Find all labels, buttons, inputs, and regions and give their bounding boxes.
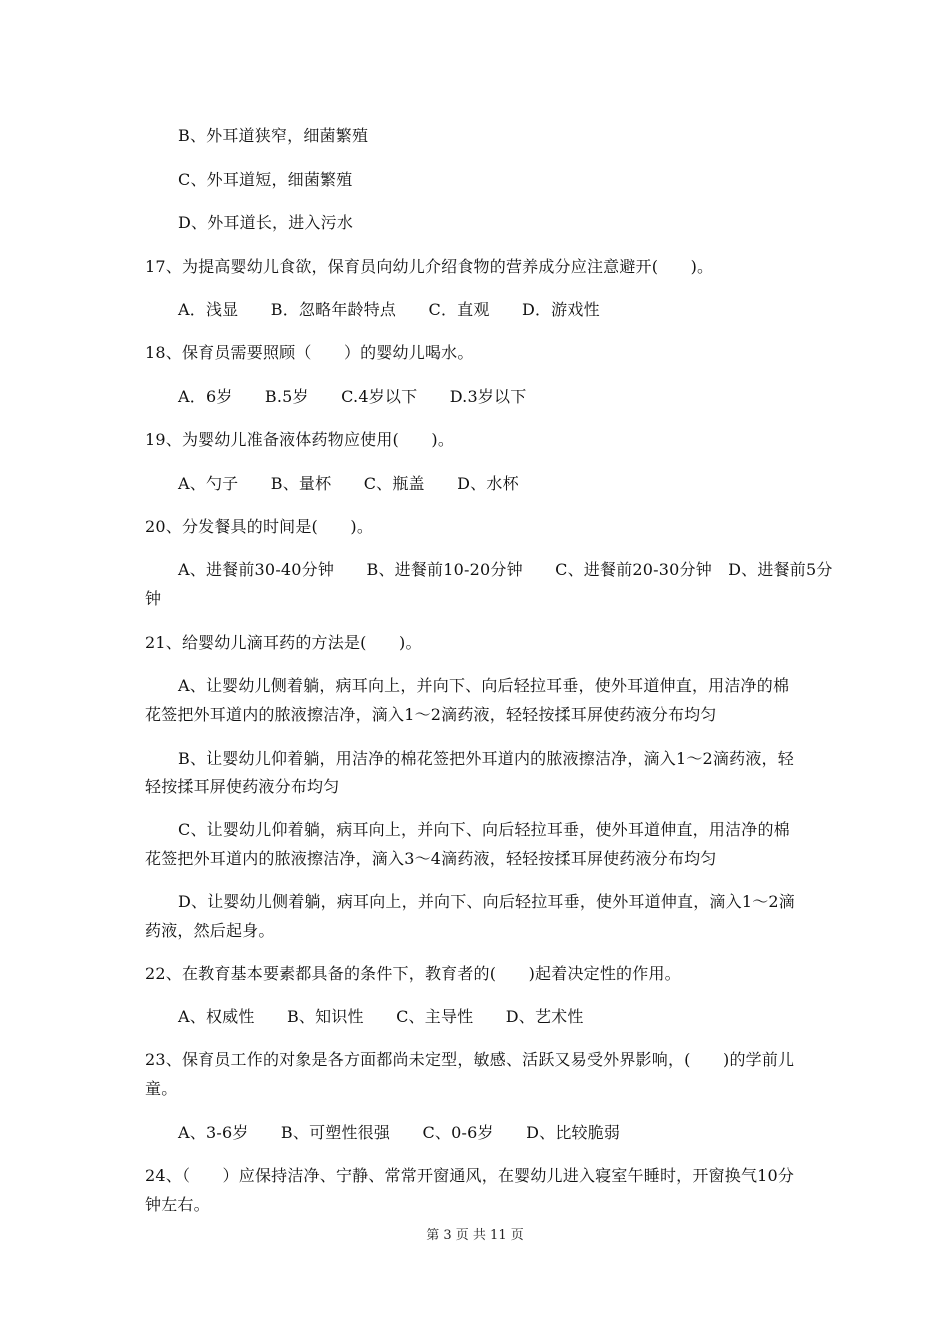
question-23-continued: 童。 [145, 1079, 178, 1098]
option-21b-continued: 轻按揉耳屏使药液分布均匀 [145, 777, 340, 796]
option-16d: D、外耳道长，进入污水 [178, 213, 354, 232]
option-21c-continued: 花签把外耳道内的脓液擦洁净，滴入3～4滴药液，轻轻按揉耳屏使药液分布均匀 [145, 849, 717, 868]
option-16b: B、外耳道狭窄，细菌繁殖 [178, 126, 369, 145]
question-19: 19、为婴幼儿准备液体药物应使用( )。 [145, 430, 455, 449]
question-24: 24、（ ）应保持洁净、宁静、常常开窗通风，在婴幼儿进入寝室午睡时，开窗换气10分 [145, 1166, 795, 1185]
options-22: A、权威性 B、知识性 C、主导性 D、艺术性 [178, 1007, 584, 1026]
question-22: 22、在教育基本要素都具备的条件下，教育者的( )起着决定性的作用。 [145, 964, 681, 983]
options-20: A、进餐前30-40分钟 B、进餐前10-20分钟 C、进餐前20-30分钟 D、进餐前5分 [178, 560, 833, 579]
option-21a: A、让婴幼儿侧着躺，病耳向上，并向下、向后轻拉耳垂，使外耳道伸直，用洁净的棉 [178, 676, 790, 695]
option-21a-continued: 花签把外耳道内的脓液擦洁净，滴入1～2滴药液，轻轻按揉耳屏使药液分布均匀 [145, 705, 717, 724]
option-21d-continued: 药液，然后起身。 [145, 921, 275, 940]
question-21: 21、给婴幼儿滴耳药的方法是( )。 [145, 633, 422, 652]
option-21c: C、让婴幼儿仰着躺，病耳向上，并向下、向后轻拉耳垂，使外耳道伸直，用洁净的棉 [178, 820, 790, 839]
options-18: A．6岁 B.5岁 C.4岁以下 D.3岁以下 [178, 387, 527, 406]
question-23: 23、保育员工作的对象是各方面都尚未定型，敏感、活跃又易受外界影响，( )的学前儿 [145, 1050, 795, 1069]
option-16c: C、外耳道短，细菌繁殖 [178, 170, 353, 189]
options-20-continued: 钟 [145, 589, 162, 608]
options-23: A、3-6岁 B、可塑性很强 C、0-6岁 D、比较脆弱 [178, 1123, 621, 1142]
option-21d: D、让婴幼儿侧着躺，病耳向上，并向下、向后轻拉耳垂，使外耳道伸直，滴入1～2滴 [178, 892, 795, 911]
page-number-footer: 第 3 页 共 11 页 [426, 1228, 524, 1243]
question-18: 18、保育员需要照顾（ ）的婴幼儿喝水。 [145, 343, 474, 362]
question-24-continued: 钟左右。 [145, 1195, 210, 1214]
options-17: A．浅显 B．忽略年龄特点 C．直观 D．游戏性 [178, 300, 600, 319]
options-19: A、勺子 B、量杯 C、瓶盖 D、水杯 [178, 474, 519, 493]
option-21b: B、让婴幼儿仰着躺，用洁净的棉花签把外耳道内的脓液擦洁净，滴入1～2滴药液，轻 [178, 749, 794, 768]
question-20: 20、分发餐具的时间是( )。 [145, 517, 374, 536]
question-17: 17、为提高婴幼儿食欲，保育员向幼儿介绍食物的营养成分应注意避开( )。 [145, 257, 714, 276]
